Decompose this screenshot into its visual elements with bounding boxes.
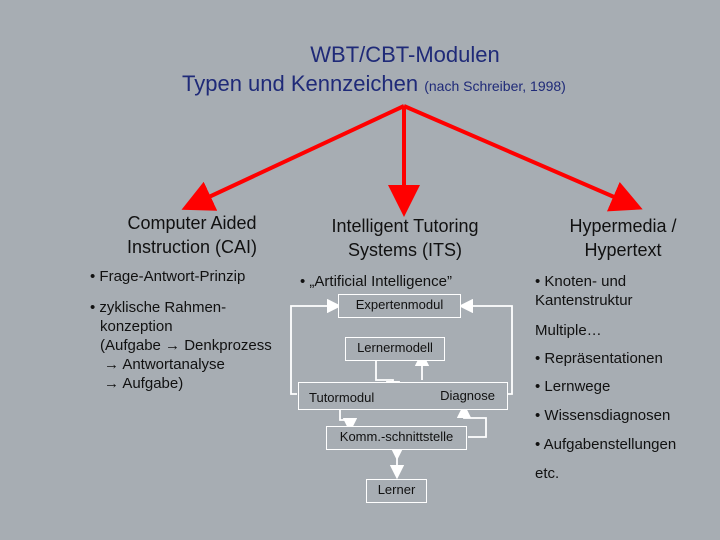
- hyper-bullet-5: • Wissensdiagnosen: [535, 407, 671, 424]
- hypermedia-heading-line-2: Hypertext: [584, 240, 662, 260]
- cai-bullet-2-cont: (Aufgabe → Denkprozess: [100, 337, 272, 354]
- cai-heading: [104, 211, 280, 259]
- cai-bullet-2: • zyklische Rahmen-: [90, 299, 227, 316]
- cai-bullet-2-cont: konzeption: [100, 318, 173, 335]
- learner-label: Lerner: [377, 482, 416, 497]
- learner-model-label: Lernermodell: [357, 340, 433, 355]
- tutor-diagnosis-box: [298, 382, 508, 410]
- cai-bullet-1: • Frage-Antwort-Prinzip: [90, 268, 246, 285]
- arrow-to-hypermedia: [404, 106, 628, 203]
- its-heading-line-1: Intelligent Tutoring: [331, 216, 479, 236]
- tutor-module-label: Tutormodul: [309, 390, 375, 405]
- its-heading-line-2: Systems (ITS): [347, 240, 462, 260]
- learner-model-box: [345, 337, 445, 361]
- cai-heading-line-2: Instruction (CAI): [126, 237, 258, 257]
- title-citation: (nach Schreiber, 1998): [424, 78, 566, 94]
- arrow-to-cai: [196, 106, 404, 203]
- title-text-1: WBT/CBT-Modulen: [310, 42, 500, 67]
- expert-module-label: Expertenmodul: [355, 297, 444, 312]
- expert-module-box: [338, 294, 461, 318]
- diagnosis-label: Diagnose: [440, 388, 495, 403]
- learner-box: [366, 479, 427, 503]
- hypermedia-heading-line-1: Hypermedia /: [569, 216, 677, 236]
- connector-diagnosis-expert: [464, 306, 512, 394]
- cai-bullet-2-cont: → Antwortanalyse: [104, 356, 225, 373]
- hyper-bullet-3: • Repräsentationen: [535, 350, 663, 367]
- hyper-etc: etc.: [535, 465, 560, 482]
- hyper-bullet-6: • Aufgabenstellungen: [535, 436, 677, 453]
- comm-interface-box: [326, 426, 467, 450]
- its-bullet: • „Artificial Intelligence”: [300, 273, 452, 290]
- hyper-bullet-1-cont: Kantenstruktur: [535, 292, 633, 309]
- connector-tutor-expert: [291, 306, 336, 394]
- hyper-bullet-1: • Knoten- und: [535, 273, 627, 290]
- comm-interface-label: Komm.-schnittstelle: [339, 429, 454, 444]
- cai-bullet-2-cont: → Aufgabe): [104, 375, 184, 392]
- hyper-bullet-2: Multiple…: [535, 322, 602, 339]
- title-text-2: Typen und Kennzeichen: [182, 71, 419, 96]
- hyper-bullet-4: • Lernwege: [535, 378, 611, 395]
- connector-comm-diagnosis: [464, 409, 486, 437]
- cai-heading-line-1: Computer Aided: [127, 213, 257, 233]
- hypermedia-heading: [548, 214, 698, 262]
- its-heading: [316, 214, 494, 262]
- connector-tutor-comm: [340, 407, 350, 427]
